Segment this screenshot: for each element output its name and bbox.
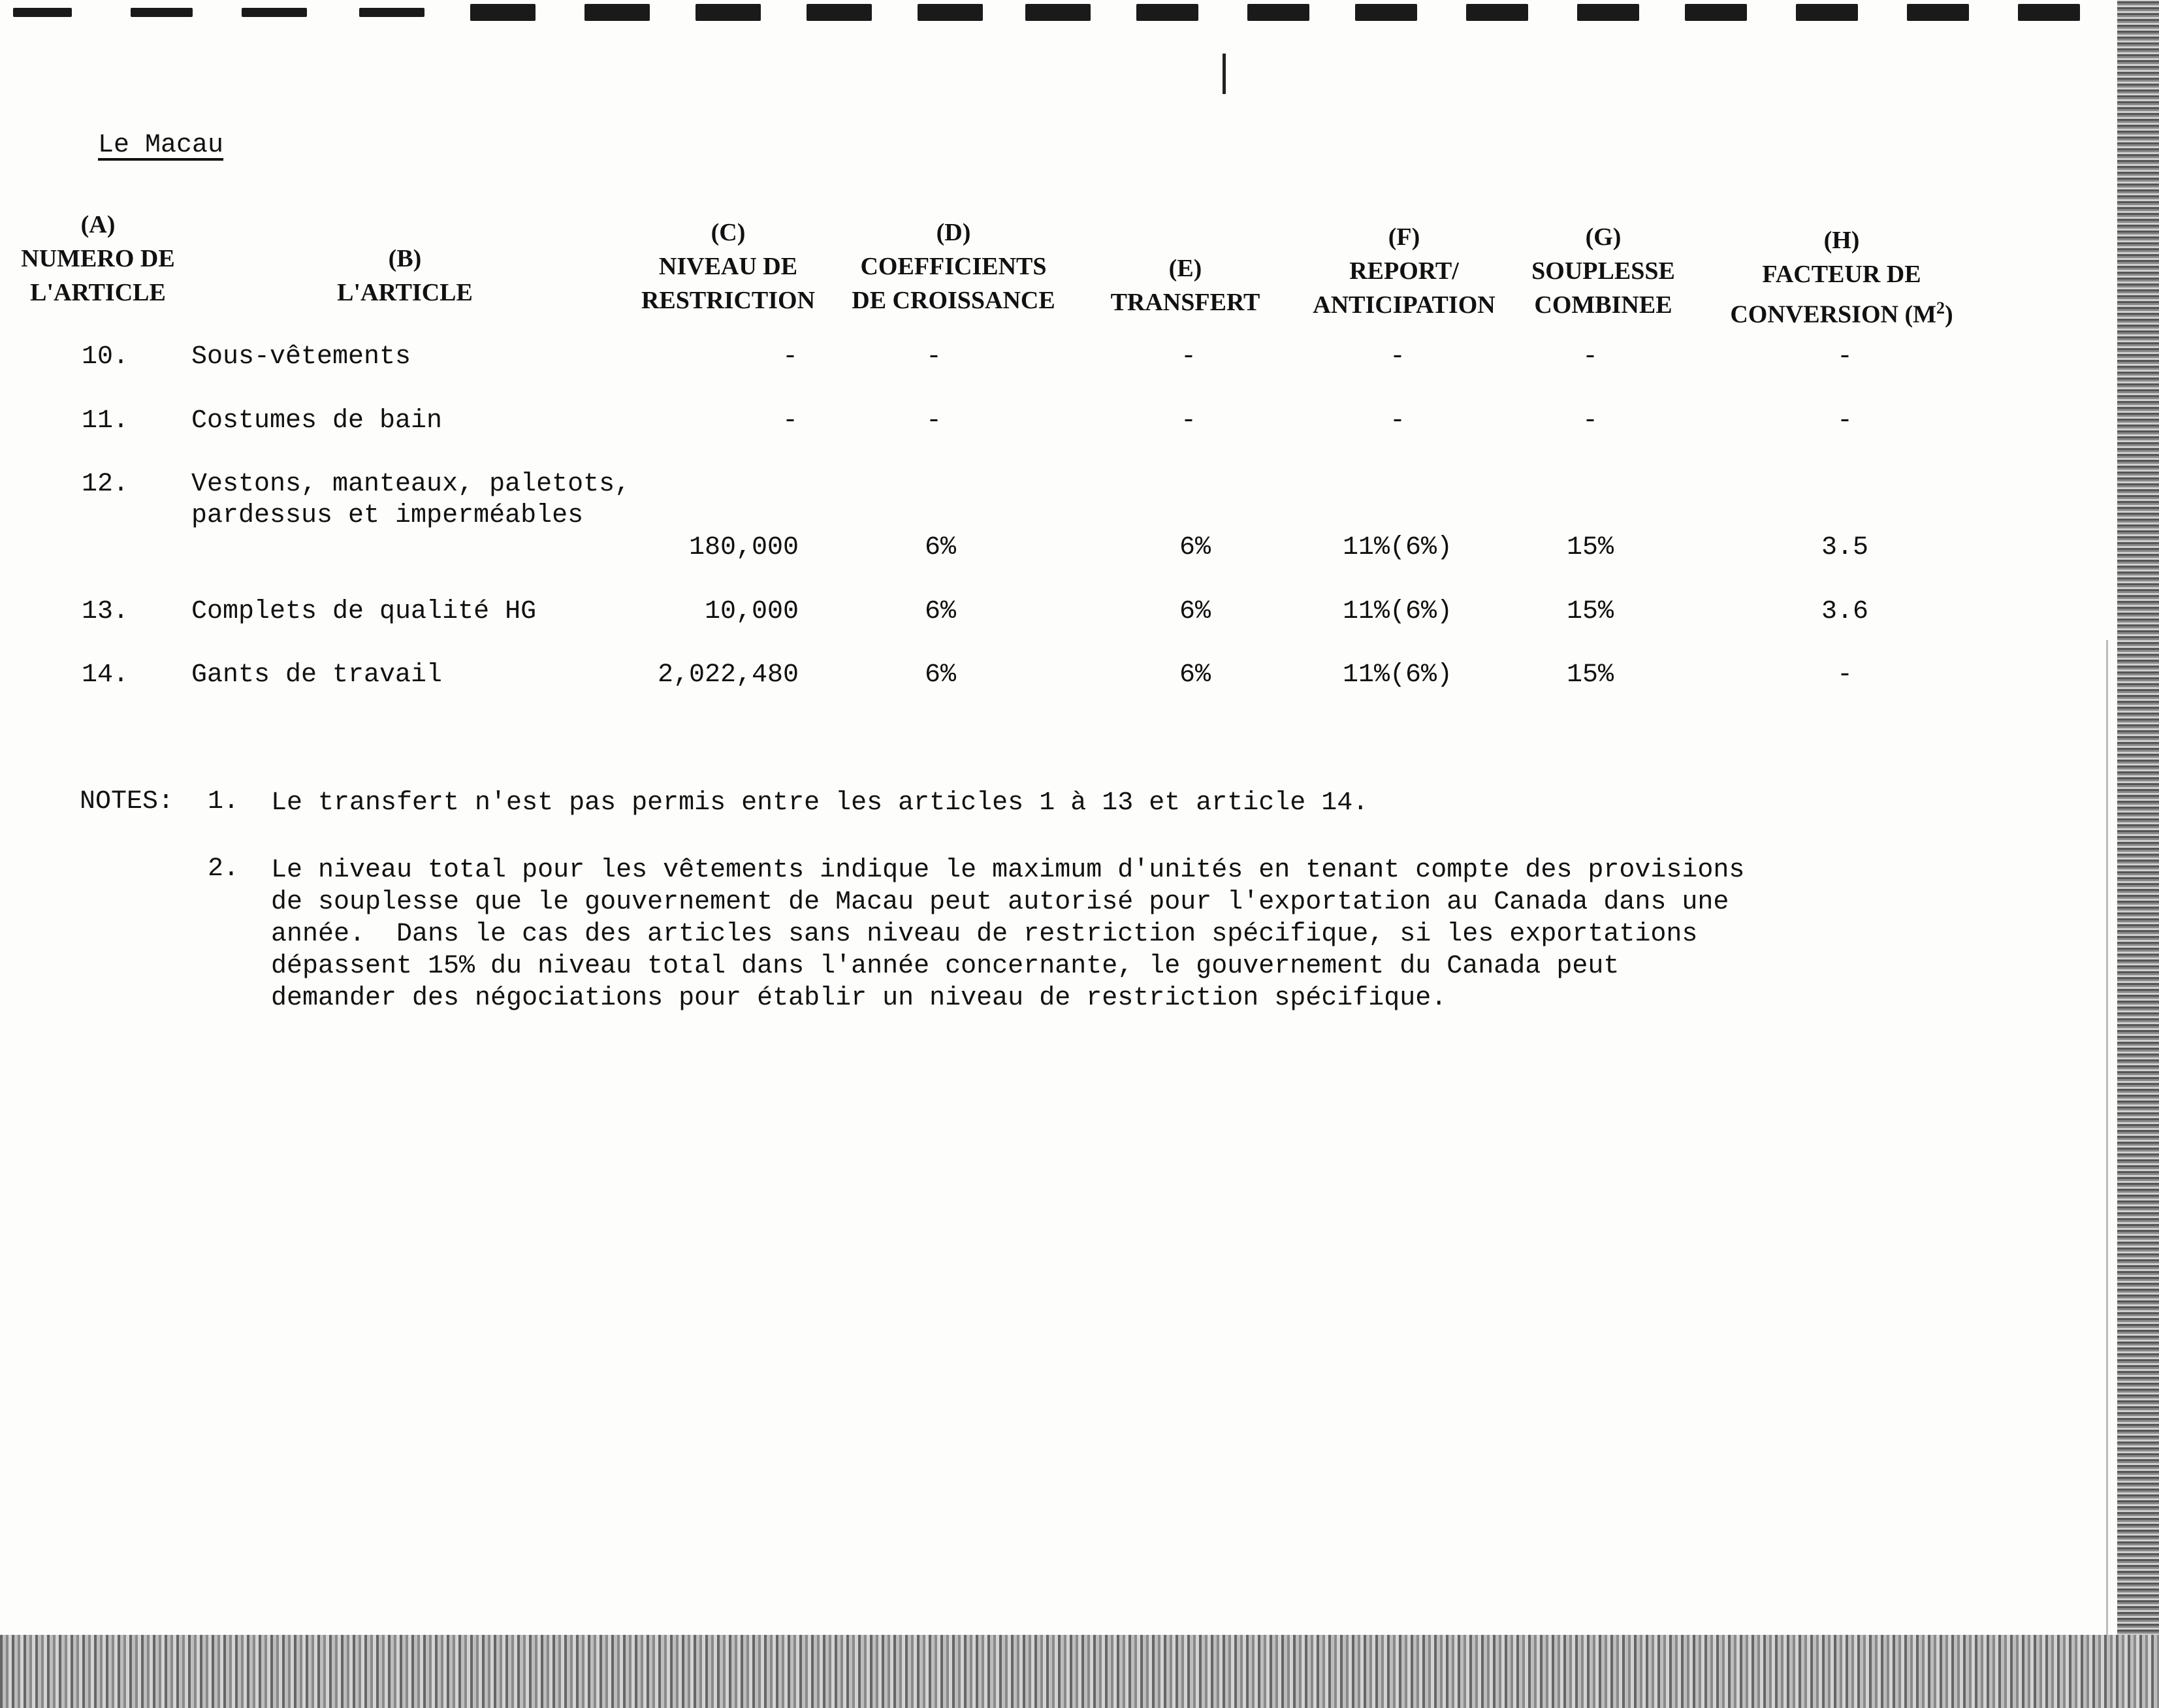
cell-croissance: 6% [924, 597, 956, 626]
page-edge-line [2106, 640, 2108, 1646]
cell-conversion: 3.5 [1821, 533, 1868, 562]
cell-restriction: - [782, 406, 798, 436]
page-edge-shadow [2117, 0, 2159, 1708]
cell-croissance: - [925, 342, 942, 372]
cell-restriction: 180,000 [688, 533, 799, 562]
column-header-h: (H) FACTEUR DE CONVERSION $(M^2)$ [1730, 227, 1953, 329]
cell-restriction: 10,000 [704, 597, 799, 626]
cell-report: - [1389, 342, 1405, 372]
cell-croissance: - [925, 406, 942, 436]
cell-restriction: 2,022,480 [657, 660, 799, 690]
column-header-c: (C) NIVEAU DE RESTRICTION [641, 219, 816, 314]
cell-conversion: - [1836, 660, 1853, 690]
cell-conversion: - [1836, 406, 1853, 436]
cell-croissance: 6% [924, 660, 956, 690]
article-number: 12. [82, 470, 129, 499]
cell-report: 11%(6%) [1342, 533, 1453, 562]
article-name: Complets de qualité HG [191, 597, 537, 626]
cell-transfert: 6% [1179, 533, 1211, 562]
article-number: 10. [82, 342, 129, 372]
article-name: Gants de travail [191, 660, 443, 690]
column-header-f: (F) REPORT/ ANTICIPATION [1313, 223, 1495, 319]
binding-holes [0, 0, 2090, 26]
article-name: Sous-vêtements [191, 342, 411, 372]
cell-report: 11%(6%) [1342, 660, 1453, 690]
cell-souplesse: - [1582, 406, 1598, 436]
cell-transfert: - [1180, 342, 1196, 372]
note-text: Le niveau total pour les vêtements indique le maximum d'unités en tenant compte des provisions de souplesse que le gouvernement de Macau peut autorisé pour l'exportation au Canada dans une année. Dans le cas des articles sans niveau de restriction spécifique, si les exportations dépassent 15% du niveau total dans l'année concernante, le gouvernement du Canada peut demander des négociations pour établir un niveau de restriction spécifique. [271, 856, 1745, 1013]
article-name: Vestons, manteaux, paletots, pardessus et imperméables [191, 470, 631, 530]
cell-restriction: - [782, 342, 798, 372]
cell-souplesse: 15% [1566, 660, 1614, 690]
page-title: Le Macau [98, 131, 224, 160]
scan-border [0, 1635, 2159, 1708]
cell-croissance: 6% [924, 533, 956, 562]
cell-conversion: 3.6 [1821, 597, 1868, 626]
note-number: 1. [208, 787, 240, 816]
column-header-d: (D) COEFFICIENTS DE CROISSANCE [852, 219, 1055, 314]
cell-conversion: - [1836, 342, 1853, 372]
cell-report: 11%(6%) [1342, 597, 1453, 626]
column-header-b: (B) L'ARTICLE [337, 245, 473, 306]
notes-label: NOTES: [80, 787, 174, 816]
note-number: 2. [208, 854, 240, 884]
cell-souplesse: 15% [1566, 597, 1614, 626]
article-number: 13. [82, 597, 129, 626]
cell-transfert: - [1180, 406, 1196, 436]
cell-report: - [1389, 406, 1405, 436]
cell-souplesse: - [1582, 342, 1598, 372]
article-number: 11. [82, 406, 129, 436]
cell-souplesse: 15% [1566, 533, 1614, 562]
article-number: 14. [82, 660, 129, 690]
column-header-e: (E) TRANSFERT [1110, 255, 1260, 316]
article-name: Costumes de bain [191, 406, 443, 436]
column-header-g: (G) SOUPLESSE COMBINEE [1531, 223, 1675, 319]
cell-transfert: 6% [1179, 597, 1211, 626]
note-text: Le transfert n'est pas permis entre les articles 1 à 13 et article 14. [271, 788, 1369, 818]
margin-tick [1223, 54, 1226, 94]
cell-transfert: 6% [1179, 660, 1211, 690]
column-header-a: (A) NUMERO DE L'ARTICLE [21, 211, 175, 306]
